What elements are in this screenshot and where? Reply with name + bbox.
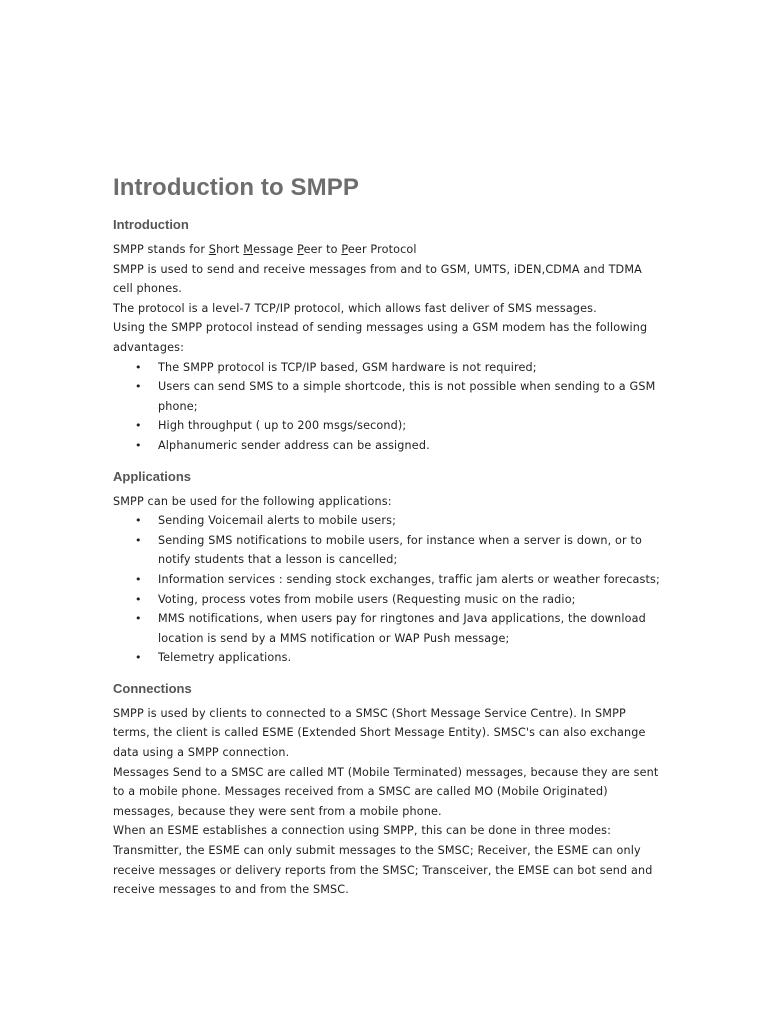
list-item [135,648,661,668]
list-item [135,416,661,436]
list-item-text: Telemetry applications. [158,651,292,665]
document-page [113,174,661,900]
acronym-word-essage: essage [253,243,298,256]
intro-paragraph: Using the SMPP protocol instead of sending messages using a GSM modem has the following advantages: [113,321,648,354]
list-item [135,511,661,531]
bullet-icon [135,590,158,610]
list-item-text: Users can send SMS to a simple shortcode, this is not possible when sending to a GSM phone; [158,380,656,413]
connections-paragraph: SMPP is used by clients to connected to a SMSC (Short Message Service Centre). In SMPP terms, the client is called ESME (Extended Short Message Entity). SMSC's can also exchange data using a SMPP connection. [113,706,646,760]
list-item [135,609,661,648]
applications-list [113,511,661,668]
bullet-icon [135,436,158,456]
list-item [135,531,661,570]
acronym-letter-s: S [208,243,217,256]
acronym-letter-p1: P [297,243,304,256]
list-item-text: MMS notifications, when users pay for ringtones and Java applications, the download location is send by a MMS notification or WAP Push message; [158,612,646,645]
section-heading-introduction: Introduction [113,217,189,232]
applications-lead: SMPP can be used for the following applications: [113,494,392,508]
intro-paragraph: SMPP is used to send and receive messages from and to GSM, UMTS, iDEN,CDMA and TDMA cell phones. [113,262,642,296]
list-item [135,436,661,456]
list-item-text: Sending SMS notifications to mobile users, for instance when a server is down, or to notify students that a lesson is cancelled; [158,533,643,567]
list-item-text: Information services : sending stock exchanges, traffic jam alerts or weather forecasts; [158,572,660,586]
list-item [135,358,661,378]
acronym-word-eer: eer to [303,243,342,256]
list-item-text: Alphanumeric sender address can be assigned. [158,438,430,452]
bullet-icon [135,609,158,629]
acronym-letter-p2: P [341,243,348,256]
acronym-word-hort: hort [216,243,244,256]
bullet-icon [135,358,158,378]
list-item [135,590,661,610]
connections-paragraph: When an ESME establishes a connection using SMPP, this can be done in three modes: Transmitter, the ESME can only submit messages to the SMSC; Receiver, the ESME can only receive messages or delivery reports from the SMSC; Transceiver, the EMSE can bot send and receive messages to and from the SMSC. [113,824,653,897]
bullet-icon [135,416,158,436]
bullet-icon [135,377,158,397]
list-item-text: The SMPP protocol is TCP/IP based, GSM hardware is not required; [158,360,537,374]
list-item-text: Voting, process votes from mobile users (Requesting music on the radio; [158,592,576,606]
acronym-definition [113,240,661,260]
bullet-icon [135,511,158,531]
list-item-text: High throughput ( up to 200 msgs/second); [158,419,407,433]
list-item-text: Sending Voicemail alerts to mobile users; [158,514,396,528]
advantages-list [113,358,661,456]
acronym-word-rotocol: eer Protocol [347,243,417,256]
acronym-prefix: SMPP stands for [113,243,209,256]
acronym-letter-m: M [243,243,254,256]
list-item [135,377,661,416]
connections-paragraph: Messages Send to a SMSC are called MT (Mobile Terminated) messages, because they are sent to a mobile phone. Messages received from a SMSC are called MO (Mobile Originated) messages, because they were sent from a mobile phone. [113,765,659,818]
section-heading-connections: Connections [113,680,192,696]
list-item [135,570,661,590]
intro-paragraph: The protocol is a level-7 TCP/IP protocol, which allows fast deliver of SMS messages. [113,301,597,315]
bullet-icon [135,648,158,668]
document-title: Introduction to SMPP [113,174,359,201]
bullet-icon [135,531,158,551]
section-heading-applications: Applications [113,468,192,484]
bullet-icon [135,570,158,590]
